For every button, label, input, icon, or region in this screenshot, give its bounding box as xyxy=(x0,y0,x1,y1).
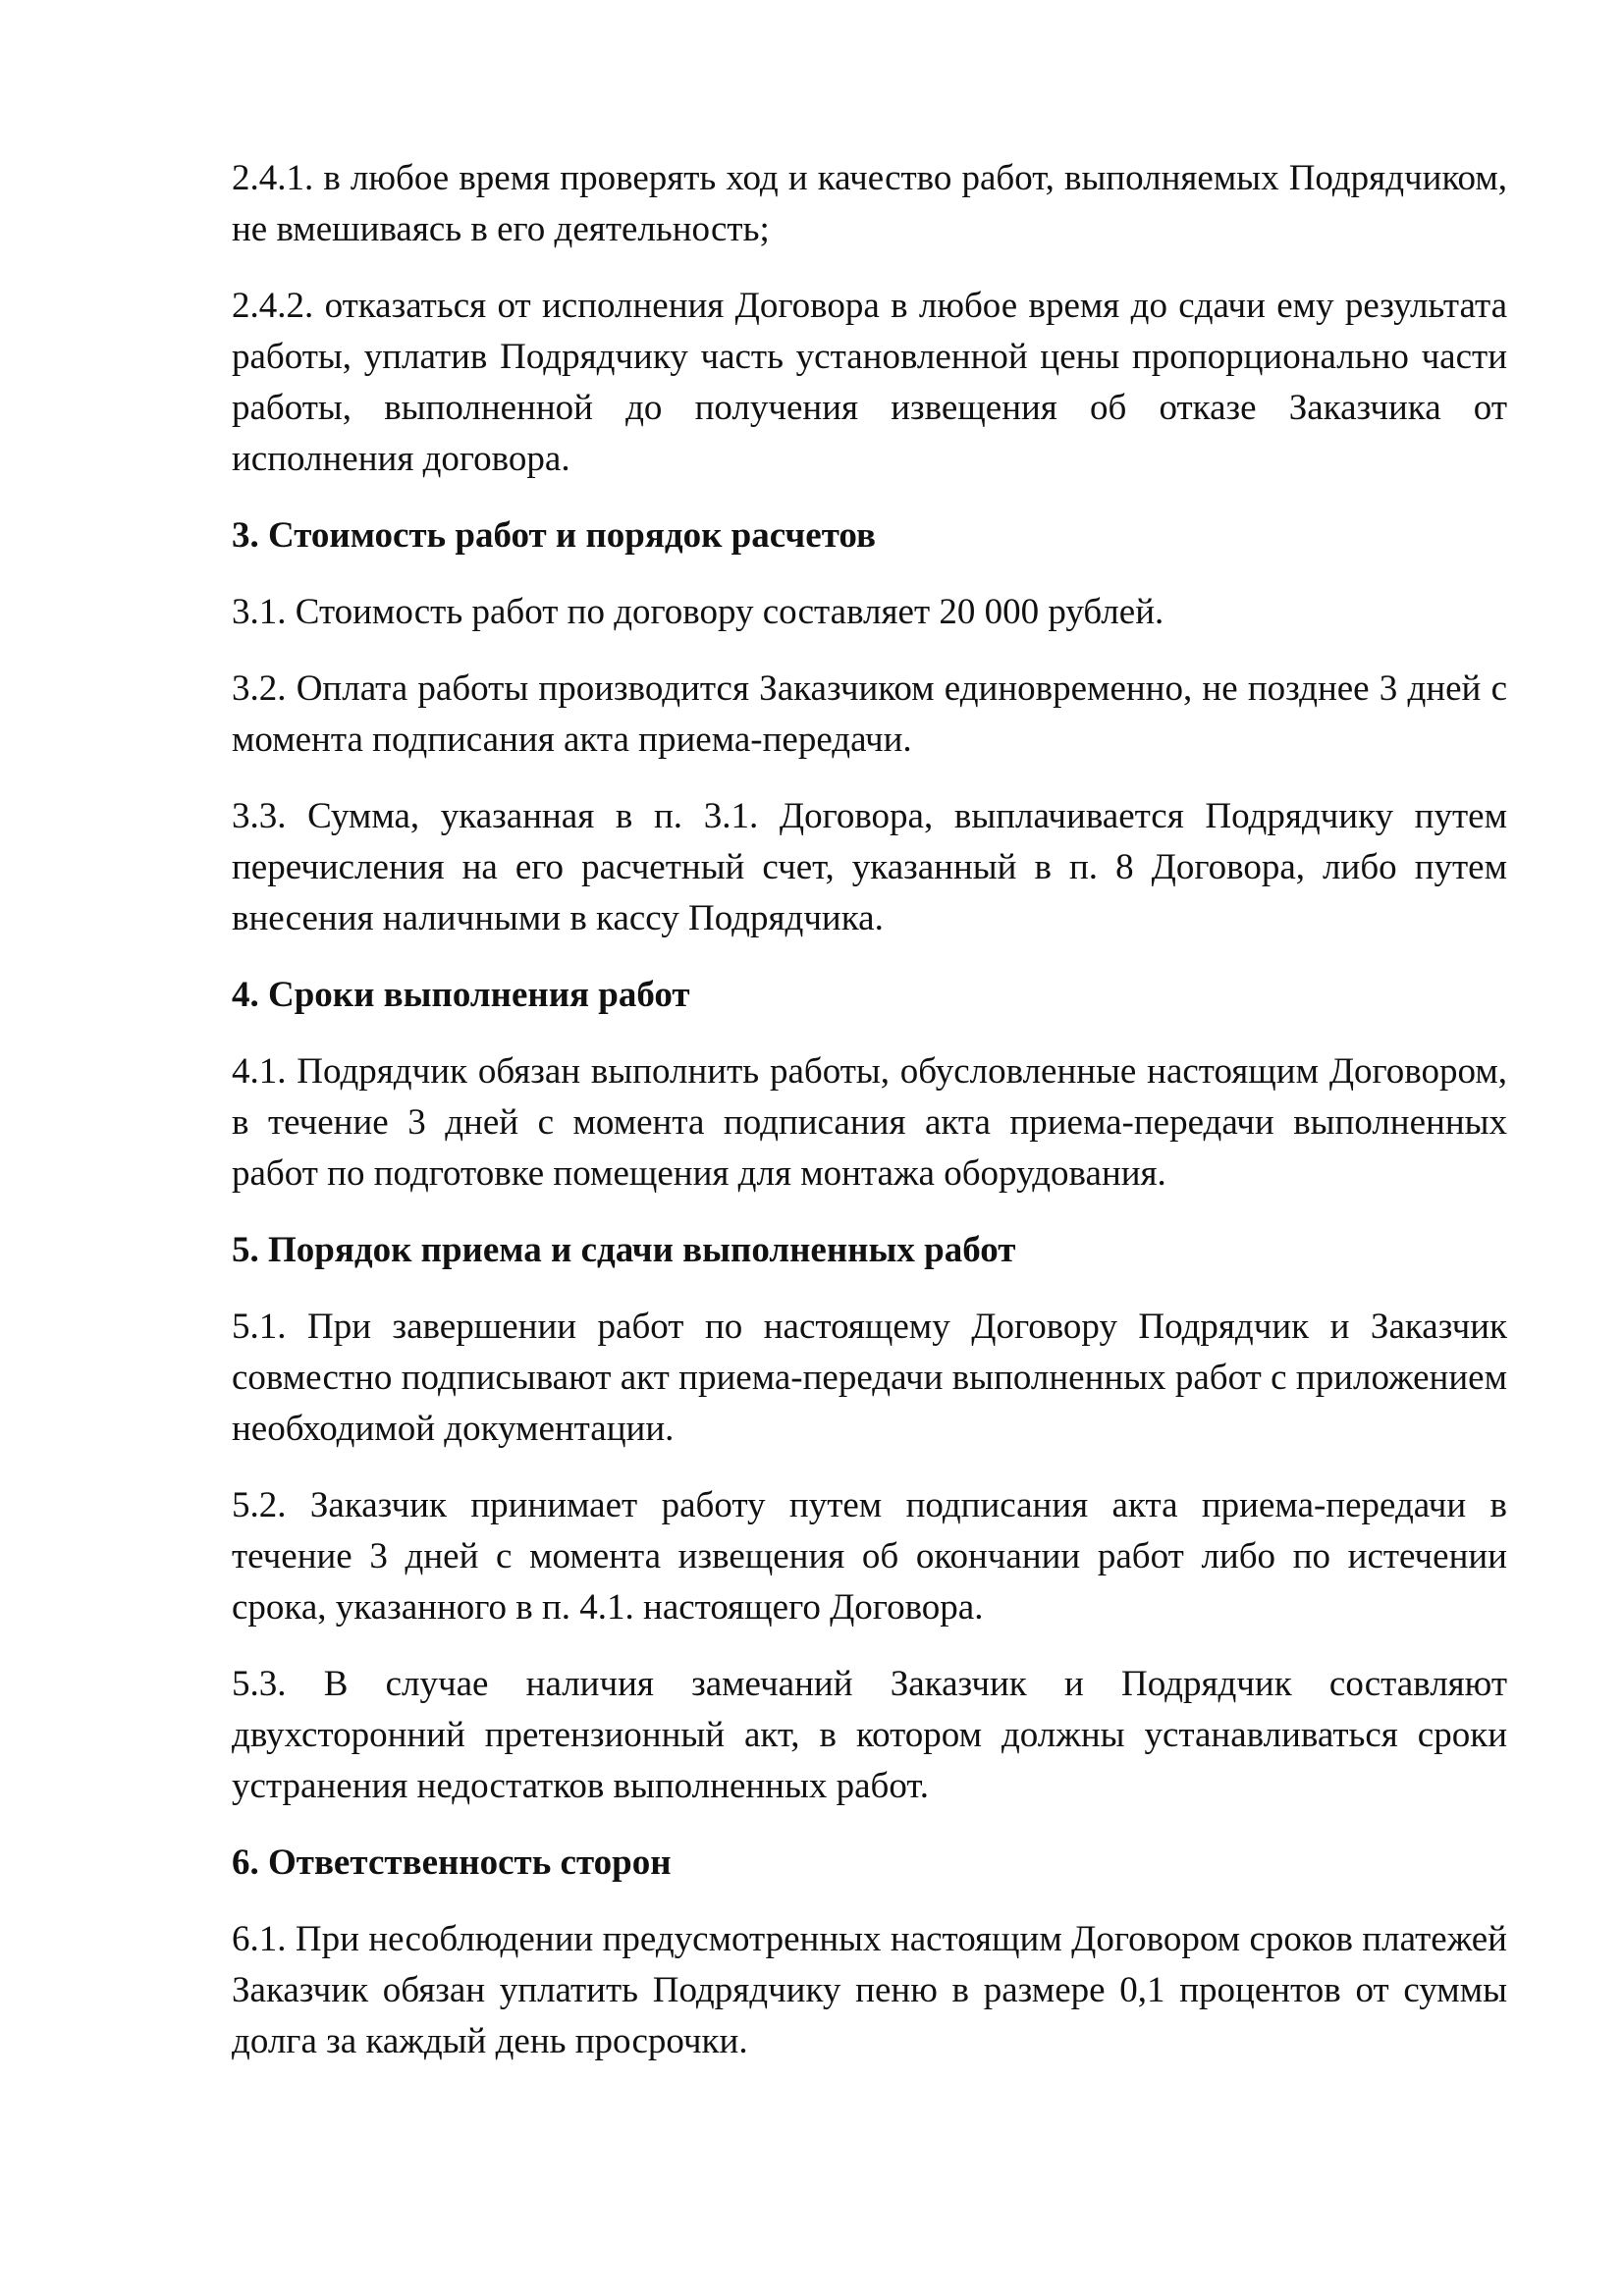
clause-3-1: 3.1. Стоимость работ по договору составляет 20 000 рублей. xyxy=(232,592,1164,632)
section-6-heading: 6. Ответственность сторон xyxy=(232,1842,672,1883)
clause-6-1: 6.1. При несоблюдении предусмотренных настоящим Договором сроков платежей Заказчик обязан уплатить Подрядчику пеню в размере 0,1 процентов от суммы долга за каждый день просрочки. xyxy=(232,1919,1507,2061)
clause-5-1: 5.1. При завершении работ по настоящему Договору Подрядчик и Заказчик совместно подписывают акт приема-передачи выполненных работ с приложением необходимой документации. xyxy=(232,1307,1507,1449)
clause-2-4-1: 2.4.1. в любое время проверять ход и качество работ, выполняемых Подрядчиком, не вмешиваясь в его деятельность; xyxy=(232,158,1507,249)
document-page xyxy=(232,153,1507,2093)
clause-5-2: 5.2. Заказчик принимает работу путем подписания акта приема-передачи в течение 3 дней с момента извещения об окончании работ либо по истечении срока, указанного в п. 4.1. настоящего Договора. xyxy=(232,1485,1507,1628)
clause-5-3: 5.3. В случае наличия замечаний Заказчик и Подрядчик составляют двухсторонний претензионный акт, в котором должны устанавливаться сроки устранения недостатков выполненных работ. xyxy=(232,1664,1507,1806)
clause-3-3: 3.3. Сумма, указанная в п. 3.1. Договора, выплачивается Подрядчику путем перечисления на его расчетный счет, указанный в п. 8 Договора, либо путем внесения наличными в кассу Подрядчика. xyxy=(232,796,1507,938)
section-5-heading: 5. Порядок приема и сдачи выполненных работ xyxy=(232,1230,1016,1270)
clause-3-2: 3.2. Оплата работы производится Заказчиком единовременно, не позднее 3 дней с момента подписания акта приема-передачи. xyxy=(232,668,1507,760)
clause-4-1: 4.1. Подрядчик обязан выполнить работы, обусловленные настоящим Договором, в течение 3 дней с момента подписания акта приема-передачи выполненных работ по подготовке помещения для монтажа оборудования. xyxy=(232,1051,1507,1194)
section-4-heading: 4. Сроки выполнения работ xyxy=(232,975,690,1015)
section-3-heading: 3. Стоимость работ и порядок расчетов xyxy=(232,515,876,556)
clause-2-4-2: 2.4.2. отказаться от исполнения Договора в любое время до сдачи ему результата работы, уплатив Подрядчику часть установленной цены пропорционально части работы, выполненной до получения извещения об отказе Заказчика от исполнения договора. xyxy=(232,286,1507,479)
